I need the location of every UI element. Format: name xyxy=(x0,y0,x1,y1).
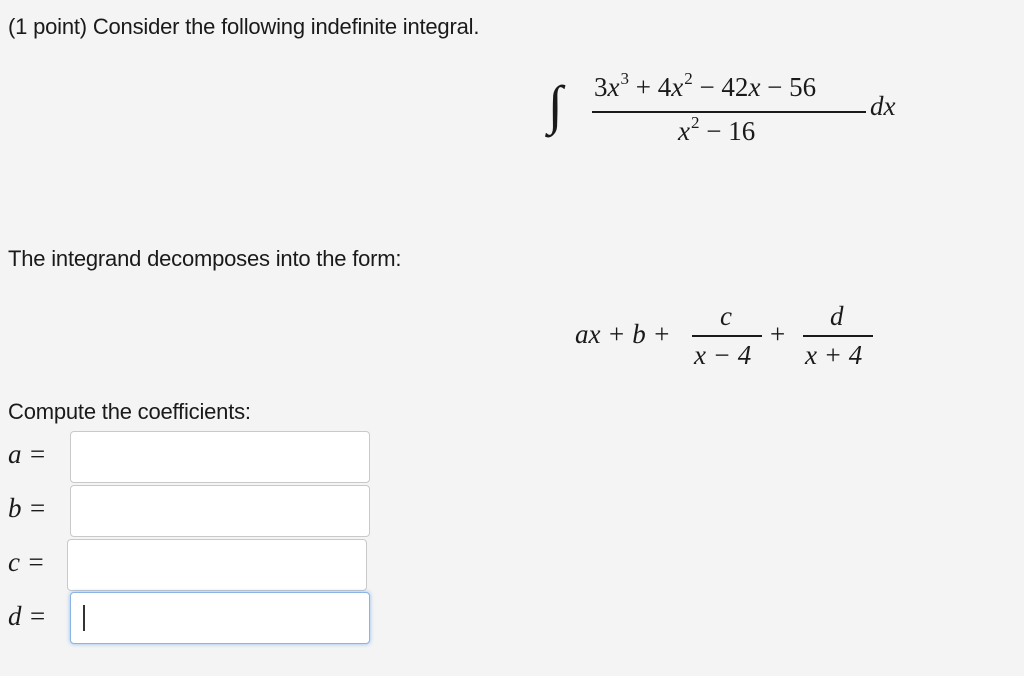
form-lead: ax + b + xyxy=(575,319,671,349)
compute-text: Compute the coefficients: xyxy=(8,399,251,424)
form-c-denominator: x − 4 xyxy=(694,340,752,370)
form-c-numerator: c xyxy=(720,301,732,331)
integral-denominator xyxy=(678,113,756,147)
integral-fraction-bar xyxy=(592,111,866,113)
label-c: c = xyxy=(8,547,45,577)
form-d-fraction-bar xyxy=(803,335,873,337)
num-exp-2: 2 xyxy=(684,69,693,88)
decomposition-text: The integrand decomposes into the form: xyxy=(8,246,402,271)
form-d-numerator: d xyxy=(830,301,844,331)
intro-text: (1 point) Consider the following indefinite integral. xyxy=(8,14,480,39)
label-b: b = xyxy=(8,493,47,523)
label-a: a = xyxy=(8,439,47,469)
coefficient-a-input[interactable] xyxy=(70,431,370,483)
num-coef-3: 3 xyxy=(594,72,608,102)
integral-numerator xyxy=(594,69,817,103)
num-plus-4: + 4 xyxy=(635,72,672,102)
text-caret xyxy=(83,605,85,631)
form-plus: + xyxy=(770,319,786,349)
den-x: x xyxy=(678,116,690,146)
coefficient-c-input[interactable] xyxy=(67,539,367,591)
num-minus-42: − 42 xyxy=(699,72,749,102)
num-minus-56: − 56 xyxy=(767,72,817,102)
den-minus-16: − 16 xyxy=(706,116,756,146)
num-x-2: x xyxy=(671,72,684,102)
label-d: d = xyxy=(8,601,47,631)
num-x-3: x xyxy=(748,72,761,102)
coefficient-d-input[interactable] xyxy=(70,592,370,644)
form-d-denominator: x + 4 xyxy=(805,340,863,370)
integral-sign: ∫ xyxy=(548,75,563,135)
den-exp: 2 xyxy=(690,113,700,132)
coefficient-b-input[interactable] xyxy=(70,485,370,537)
num-x-1: x xyxy=(607,72,620,102)
num-exp-3: 3 xyxy=(620,69,629,88)
form-c-fraction-bar xyxy=(692,335,762,337)
dx-symbol: dx xyxy=(870,91,896,121)
